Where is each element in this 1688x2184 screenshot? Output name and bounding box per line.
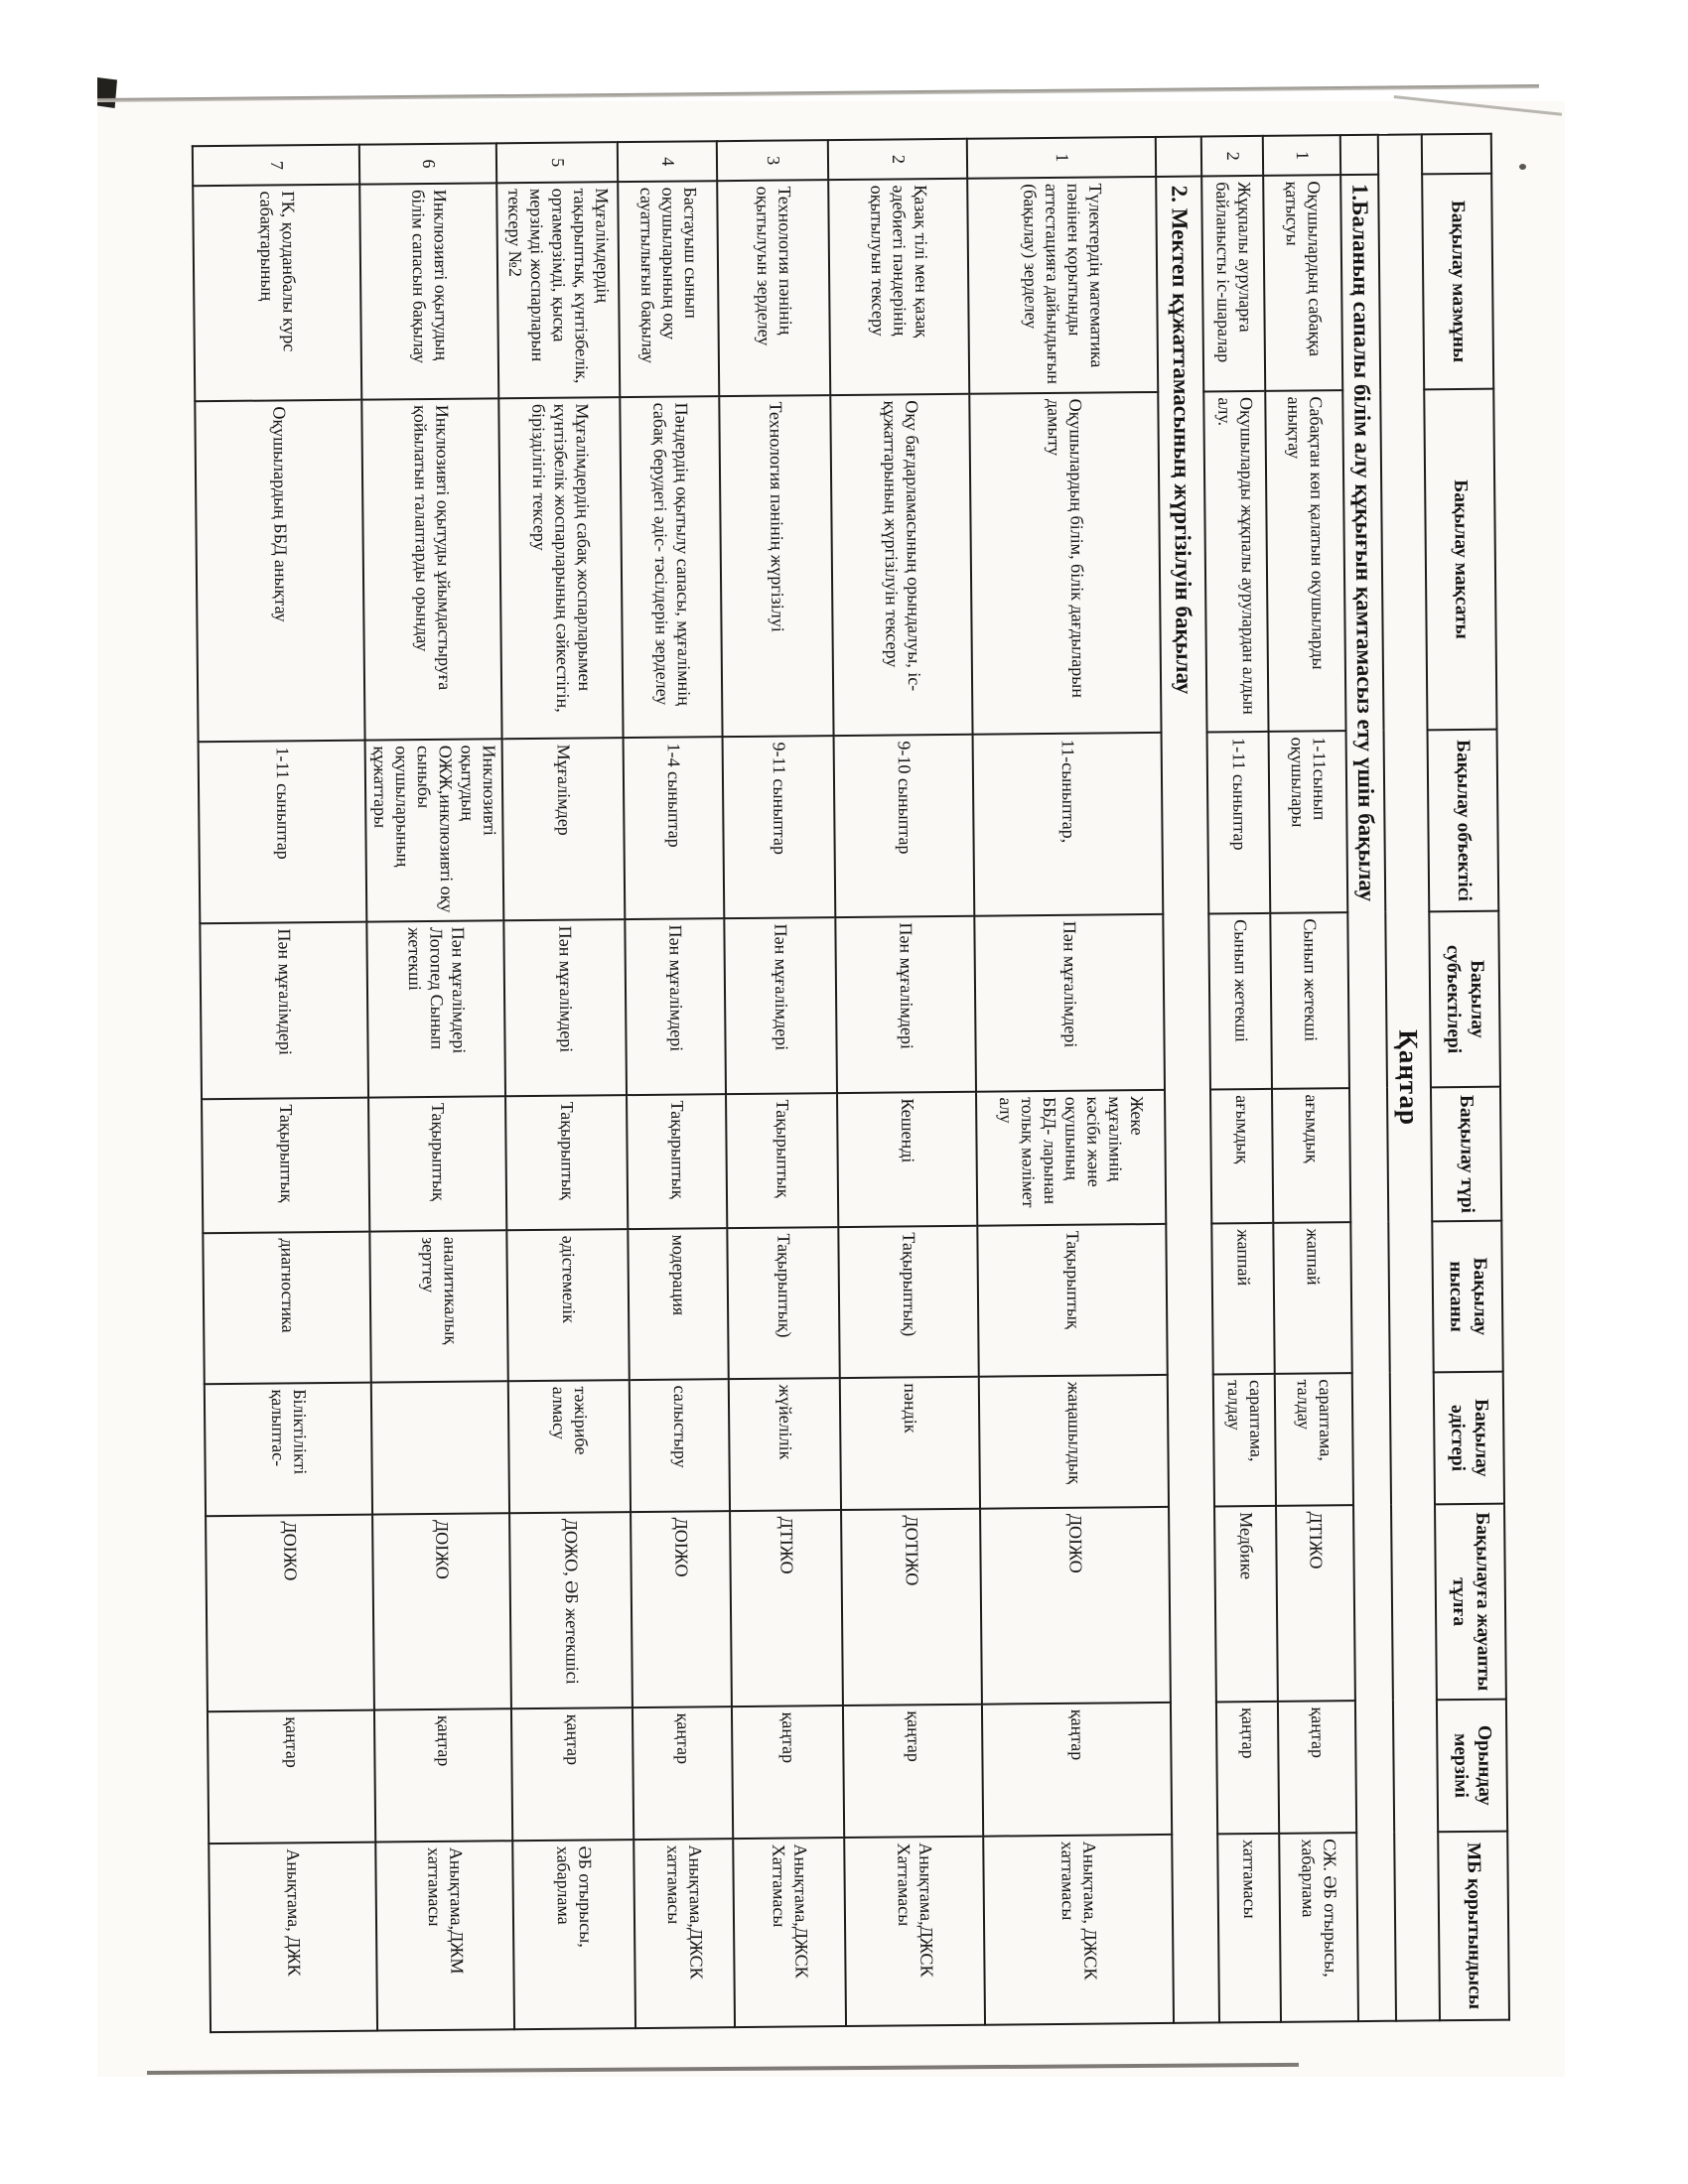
table-cell: Мұғалімдер: [502, 738, 626, 920]
table-cell: Оқушыларды жұқпалы аурулардан алдын алу.: [1203, 391, 1268, 733]
table-cell: Пән мұғалімдері: [974, 914, 1165, 1092]
table-cell: Тақырыптық: [726, 1093, 838, 1228]
table-cell: ГК, қолданбалы курс сабақтарының: [193, 185, 361, 402]
row-number: 7: [193, 145, 359, 187]
table-cell: Тақырыптық: [368, 1096, 506, 1231]
table-cell: Пән мұғалімдері: [835, 916, 976, 1093]
table-cell: қаңтар: [843, 1705, 983, 1838]
table-cell: Жұқпалы ауруларға байланысты іс-шаралар: [1201, 176, 1265, 392]
table-cell: Мұғалімдердің сабақ жоспарларымен күнтізбелік жоспарларының сәйкестігін, бірізділігін тексеру: [498, 397, 623, 739]
table-cell: сараптама, талдау: [1213, 1374, 1276, 1507]
table-cell: Тақырыптық): [838, 1226, 978, 1378]
table-cell: Бастауыш сынып оқушыларының оқу сауаттылығын бақылау: [618, 181, 719, 397]
row-number: 1: [1263, 135, 1340, 176]
table-cell: жаңашылдық: [979, 1375, 1169, 1509]
table-cell: модерация: [628, 1228, 728, 1380]
table-cell: Анықтама, ДЖК: [209, 1843, 377, 2033]
table-cell: жүйелілік: [729, 1378, 841, 1511]
table-cell: тәжірибе алмасу: [508, 1380, 631, 1513]
table-cell: ӘБ отырысы, хабарлама: [512, 1840, 635, 2029]
table-cell: хаттамасы: [1217, 1834, 1281, 2023]
table-cell: Анықтама,ДЖСК Хаттамасы: [844, 1837, 985, 2026]
table-cell: Пән мұғалімдері: [200, 922, 368, 1100]
table-cell: Медбике: [1214, 1506, 1278, 1703]
table-cell: Біліктілікті қалыптас-: [205, 1383, 372, 1517]
table-cell: қаңтар: [633, 1706, 733, 1840]
table-cell: Тақырыптық: [505, 1095, 628, 1230]
table-cell: Тақырыптық: [977, 1224, 1167, 1377]
column-header: Бақылау түрі: [1431, 1087, 1501, 1222]
table-cell: Тақырыптық: [202, 1098, 369, 1234]
table-cell: 9-11 сыныптар: [723, 736, 836, 918]
scan-speck-artifact: [1519, 164, 1526, 170]
table-cell: Оқу бағдарламасының орындалуы, іс- құжаттарының жүргізілуін тексеру: [830, 394, 972, 736]
table-cell: қаңтар: [1278, 1701, 1356, 1834]
table-cell: СЖ. ӘБ отырысы, хабарлама: [1279, 1833, 1358, 2022]
table-cell: қаңтар: [208, 1710, 375, 1844]
row-number: 4: [618, 141, 717, 182]
table-cell: Сынып жетекші: [1270, 912, 1349, 1089]
table-cell: ДОІЖО: [206, 1515, 374, 1712]
table-cell: сараптама, талдау: [1275, 1373, 1353, 1506]
table-cell: Пәндердің оқытылу сапасы, мұғалімнің сабақ берудегі әдіс- тәсілдерін зерделеу: [620, 396, 722, 738]
table-cell: қаңтар: [511, 1707, 633, 1841]
table-cell: қаңтар: [982, 1703, 1172, 1837]
table-cell: ДТІЖО: [1276, 1505, 1355, 1702]
column-header: Бақылауға жауапты тұлға: [1435, 1504, 1506, 1701]
table-cell: әдістемелік: [506, 1229, 629, 1381]
table-cell: Түлектердің математика пәнінен қорытынды аттестацияға дайындығын (бақылау) зерделеу: [967, 177, 1158, 394]
table-cell: Пән мұғалімдері: [724, 917, 837, 1094]
table-cell: аналитикалық зерттеу: [369, 1230, 507, 1382]
section-num-empty: [1156, 137, 1201, 177]
table-cell: ағымдық: [1210, 1089, 1273, 1224]
table-cell: Инклюзивті оқытудың ОЖЖ,инклюзивті оқу сыныбы оқушыларының құжаттары: [365, 739, 504, 921]
row-number: 3: [717, 140, 828, 181]
row-number: 6: [359, 143, 496, 184]
table-cell: Оқушылардың ББД анықтау: [195, 400, 364, 743]
row-number: 5: [496, 142, 618, 183]
table-cell: Пән мұғалімдері: [625, 918, 726, 1095]
table-cell: диагностика: [203, 1232, 370, 1385]
table-cell: Оқушылардың білім, білік дағдыларын дамыту: [969, 392, 1161, 735]
table-cell: 1-4 сыныптар: [624, 737, 725, 919]
table-cell: 1-11 сыныптар: [199, 741, 367, 924]
table-cell: Жеке мұғалімнің кәсіби және оқушының ББД- ларынан толық мәлімет алу: [976, 1090, 1166, 1226]
column-header: Бақылау объектісі: [1428, 730, 1499, 912]
table-cell: Инклюзивті оқытудың білім сапасын бақылау: [359, 183, 498, 399]
table-cell: Сынып жетекші: [1208, 913, 1272, 1090]
table-cell: 1-11сынып оқушылары: [1269, 731, 1348, 913]
table-cell: Технология пәнінің жүргізілуі: [719, 395, 833, 737]
table-cell: Тақырыптық): [727, 1227, 839, 1379]
table-cell: 11-сыныптар,: [973, 733, 1164, 916]
section-title: 2. Мектеп құжаттамасының жүргізілуін бақылау: [1156, 177, 1219, 2023]
table-cell: Технология пәнінің оқытылуын зерделеу: [717, 180, 830, 396]
table-cell: Анықтама,ДЖСК хаттамасы: [633, 1839, 735, 2028]
table-cell: қаңтар: [374, 1708, 512, 1842]
rotated-table-wrapper: [192, 133, 1510, 2031]
column-header: Орындау мерзімі: [1437, 1700, 1507, 1833]
table-cell: ДОТІЖО: [841, 1509, 982, 1706]
table-cell: ДОЖО, ӘБ жетекшісі: [509, 1512, 633, 1708]
table-cell: 1-11 сыныптар: [1207, 732, 1271, 914]
table-cell: Оқушылардың сабаққа қатысуы: [1263, 175, 1342, 391]
control-plan-table: [192, 133, 1510, 2033]
month-banner: Қаңтар: [1378, 134, 1440, 2020]
table-cell: ДОІЖО: [980, 1507, 1171, 1705]
table-cell: жаппай: [1211, 1223, 1274, 1375]
table-cell: [371, 1381, 509, 1514]
section-title: 1.Баланың сапалы білім алу құқығын қамтамасыз ету үшін бақылау: [1340, 175, 1396, 2021]
table-cell: ағымдық: [1272, 1088, 1350, 1223]
table-cell: Пән мұғалімдері: [503, 919, 627, 1096]
table-cell: қаңтар: [1216, 1702, 1279, 1835]
table-cell: Анықтама, ДЖСК хаттамасы: [983, 1835, 1174, 2025]
column-header: Бақылау субъектілері: [1429, 911, 1500, 1088]
table-cell: салыстыру: [630, 1379, 730, 1512]
table-cell: Анықтама,ДЖМ хаттамасы: [375, 1841, 514, 2030]
row-number: 2: [828, 139, 967, 180]
row-number: 2: [1201, 136, 1263, 177]
table-cell: Кешенді: [837, 1092, 977, 1227]
table-cell: жаппай: [1273, 1222, 1351, 1374]
table-cell: ДОІЖО: [372, 1513, 511, 1709]
column-header: Бақылау нысаны: [1432, 1221, 1502, 1373]
table-cell: Тақырыптық: [627, 1094, 727, 1229]
column-header: Бақылау мақсаты: [1424, 389, 1496, 731]
table-cell: Сабақтан көп қалатын оқушыларды анықтау: [1265, 390, 1345, 732]
column-header: МБ қорытындысы: [1438, 1832, 1509, 2021]
table-cell: Мұғалімдердің тақырыптық, күнтізбелік, ортамерзімді, қысқа мерзімді жоспарларын тексеру №2: [496, 182, 620, 398]
table-cell: пәндік: [840, 1377, 980, 1510]
table-cell: қаңтар: [732, 1706, 844, 1839]
page-top-edge: [97, 84, 1539, 102]
row-number: 1: [967, 137, 1156, 179]
table-cell: 9-10 сыныптар: [834, 735, 975, 917]
table-cell: Пән мұғалімдері Логопед Сынып жетекші: [366, 920, 505, 1097]
table-cell: Анықтама,ДЖСК Хаттамасы: [733, 1838, 846, 2027]
table-cell: ДОІЖО: [631, 1511, 732, 1707]
table-cell: ДТІЖО: [730, 1510, 843, 1706]
column-header: Бақылау мазмұны: [1422, 174, 1493, 390]
scan-corner-artifact: [97, 77, 117, 108]
table-cell: Инклюзивті оқытуды ұйымдастыруға қойылатын талаптарды орындау: [361, 398, 501, 740]
column-header-num-empty: [1422, 134, 1491, 175]
table-cell: Қазақ тілі мен қазақ әдебиеті пәндерінің оқытылуын тексеру: [828, 179, 969, 395]
section-num-empty: [1340, 135, 1378, 175]
column-header: Бақылау әдістері: [1434, 1372, 1504, 1505]
